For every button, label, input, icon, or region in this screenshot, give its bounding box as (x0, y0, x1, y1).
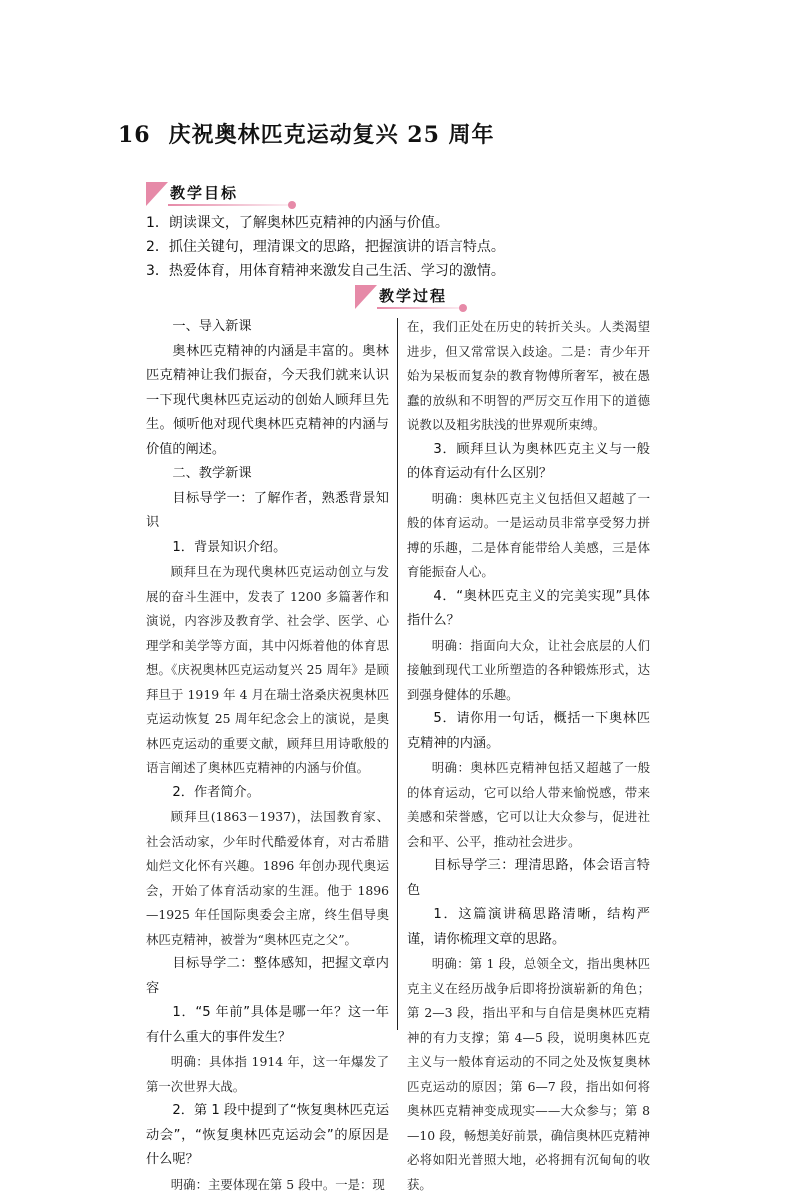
paragraph: 4．“奥林匹克主义的完美实现”具体指什么？ (407, 585, 650, 634)
paragraph: 明确：奥林匹克精神包括又超越了一般的体育运动，它可以给人带来愉悦感，带来美感和荣誉感，它可以让大众参与，促进社会和平、公平，推动社会进步。 (407, 756, 650, 854)
tag-triangle (146, 182, 168, 206)
left-column (146, 315, 389, 1197)
paragraph: 顾拜旦在为现代奥林匹克运动创立与发展的奋斗生涯中，发表了 1200 多篇著作和演说，内容涉及教育学、社会学、医学、心理学和美学等方面，其中闪烁着他的体育思想。《庆祝奥林匹克运动复兴 25 周年》是顾拜旦于 1919 年 4 月在瑞士洛桑庆祝奥林匹克运动恢复 25 周年纪念会上的演说，是奥林匹克运动的重要文献，顾拜旦用诗歌般的语言阐述了奥林匹克精神的内涵与价值。 (146, 560, 389, 781)
right-column (407, 315, 650, 1197)
paragraph: 1．“5 年前”具体是哪一年？这一年有什么重大的事件发生？ (146, 1001, 389, 1050)
paragraph: 明确：第 1 段，总领全文，指出奥林匹克主义在经历战争后即将扮演崭新的角色；第 2—3 段，指出平和与自信是奥林匹克精神的有力支撑；第 4—5 段，说明奥林匹克主义与一般体育运动的不同之处及恢复奥林匹克运动的原因；第 6—7 段，指出如何将奥林匹克精神变成现实——大众参与；第 8—10 段，畅想美好前景，确信奥林匹克精神必将如阳光普照大地，必将拥有沉甸甸的收获。 (407, 952, 650, 1197)
paragraph: 一、导入新课 (146, 315, 389, 340)
lesson-number: 16 (118, 122, 151, 148)
section-label-process: 教学过程 (379, 285, 447, 307)
column-divider (397, 318, 398, 1030)
tag-underline (377, 307, 467, 309)
section-tag-objectives (146, 182, 296, 206)
paragraph: 1．这篇演讲稿思路清晰，结构严谨，请你梳理文章的思路。 (407, 903, 650, 952)
paragraph: 明确：奥林匹克主义包括但又超越了一般的体育运动。一是运动员非常享受努力拼搏的乐趣，二是体育能带给人美感，三是体育能振奋人心。 (407, 487, 650, 585)
paragraph: 目标导学三：理清思路，体会语言特色 (407, 854, 650, 903)
tag-underline (168, 204, 296, 206)
objective-item: 1．朗读课文，了解奥林匹克精神的内涵与价值。 (146, 211, 706, 235)
paragraph: 2．第 1 段中提到了“恢复奥林匹克运动会”，“恢复奥林匹克运动会”的原因是什么呢？ (146, 1099, 389, 1173)
tag-dot (459, 304, 467, 312)
section-tag-process (355, 285, 467, 309)
paragraph: 明确：指面向大众，让社会底层的人们接触到现代工业所塑造的各种锻炼形式，达到强身健体的乐趣。 (407, 634, 650, 708)
tag-dot (288, 201, 296, 209)
paragraph: 明确：主要体现在第 5 段中。一是：现 (146, 1173, 389, 1197)
section-label-objectives: 教学目标 (170, 182, 238, 204)
paragraph: 2．作者简介。 (146, 781, 389, 806)
lesson-title (118, 118, 495, 149)
paragraph: 奥林匹克精神的内涵是丰富的。奥林匹克精神让我们振奋，今天我们就来认识一下现代奥林匹克运动的创始人顾拜旦先生。倾听他对现代奥林匹克精神的内涵与价值的阐述。 (146, 340, 389, 463)
paragraph: 目标导学二：整体感知，把握文章内容 (146, 952, 389, 1001)
lesson-title-text: 庆祝奥林匹克运动复兴 25 周年 (169, 122, 495, 148)
paragraph: 顾拜旦(1863－1937)，法国教育家、社会活动家，少年时代酷爱体育，对古希腊灿烂文化怀有兴趣。1896 年创办现代奥运会，开始了体育活动家的生涯。他于 1896—1925 年任国际奥委会主席，终生倡导奥林匹克精神，被誉为“奥林匹克之父”。 (146, 805, 389, 952)
tag-triangle (355, 285, 377, 309)
paragraph: 明确：具体指 1914 年，这一年爆发了第一次世界大战。 (146, 1050, 389, 1099)
objectives-list (146, 211, 706, 283)
paragraph: 3．顾拜旦认为奥林匹克主义与一般的体育运动有什么区别？ (407, 438, 650, 487)
paragraph: 目标导学一：了解作者，熟悉背景知识 (146, 487, 389, 536)
paragraph: 二、教学新课 (146, 462, 389, 487)
objective-item: 3．热爱体育，用体育精神来激发自己生活、学习的激情。 (146, 259, 706, 283)
objective-item: 2．抓住关键句，理清课文的思路，把握演讲的语言特点。 (146, 235, 706, 259)
paragraph: 5．请你用一句话，概括一下奥林匹克精神的内涵。 (407, 707, 650, 756)
paragraph: 在，我们正处在历史的转折关头。人类渴望进步，但又常常误入歧途。二是：青少年开始为呆板而复杂的教育物傅所奢军，被在愚蠢的放纵和不明智的严厉交互作用下的道德说教以及粗劣肤浅的世界观所束缚。 (407, 315, 650, 438)
paragraph: 1．背景知识介绍。 (146, 536, 389, 561)
